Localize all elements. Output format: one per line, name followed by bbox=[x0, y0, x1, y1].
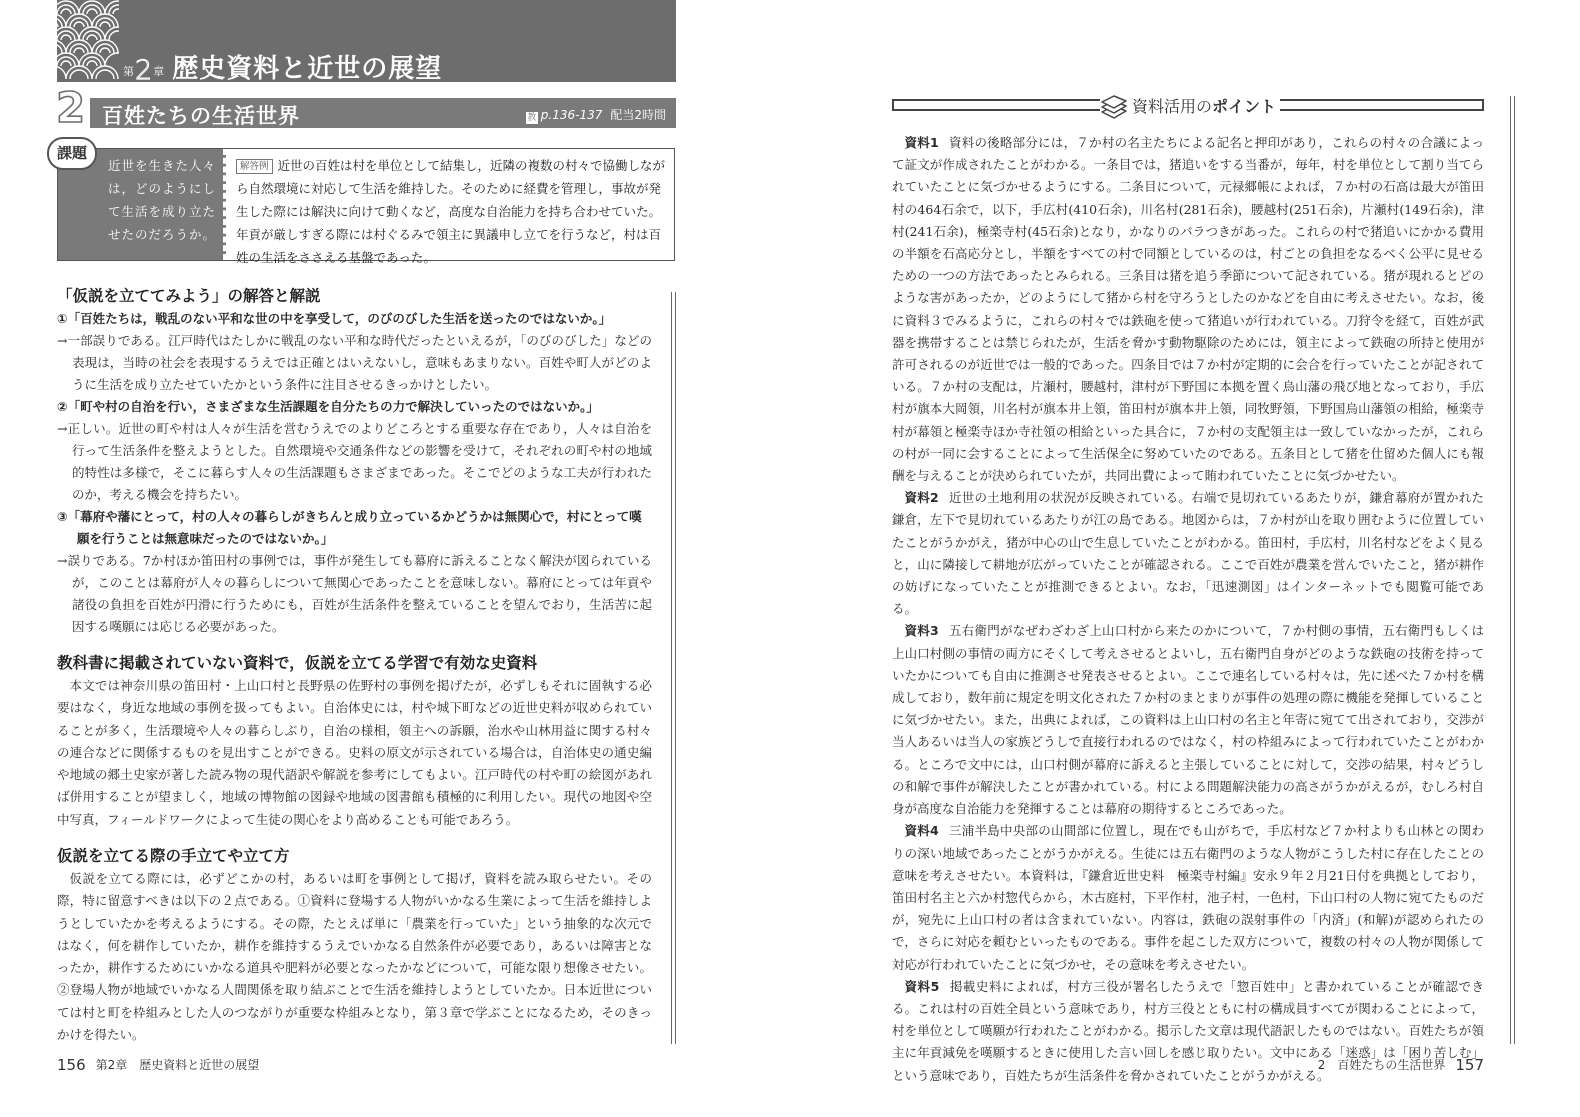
materials-heading: 教科書に掲載されていない資料で，仮説を立てる学習で有効な史資料 bbox=[57, 654, 538, 672]
material-note-4 bbox=[892, 820, 1484, 975]
material-text-2: 近世の土地利用の状況が反映されている。右端で見切れているあたりが，鎌倉幕府が置かれた鎌倉，左下で見切れているあたりが江の島である。地図からは，７か村が山を取り囲むように位置していたことがうかがえ，猪が中心の山で生息していたことがわかる。笛田村，手広村，川名村などをよく見ると，山に隣接して耕地が広がっていたことが確認される。ここで百姓が農業を営んでいたこと，猪が耕作の妨げになっていたことが推測できるとよい。なお，「迅速測図」はインターネットでも閲覧可能である。 bbox=[892, 490, 1484, 617]
hypothesis-question-1: ①「百姓たちは，戦乱のない平和な世の中を享受して，のびのびした生活を送ったのではないか。」 bbox=[57, 311, 612, 326]
textbook-page-range: p.136-137 bbox=[540, 108, 603, 122]
hypothesis-heading: 「仮説を立ててみよう」の解答と解説 bbox=[57, 287, 321, 305]
stacked-papers-icon bbox=[1100, 93, 1128, 121]
hypothesis-answer-2: →正しい。近世の町や村は人々が生活を営むうえでのよりどころとする重要な存在であり，人々は自治を行って生活条件を整えようとした。自然環境や交通条件などの影響を受けて，それぞれの町や村の地域的特性は多様で，そこに暮らす人々の生活課題もさまざまであった。そこでどのような工夫が行われたのか，考える機会を持ちたい。 bbox=[57, 421, 652, 502]
task-question: 近世を生きた人々は，どのようにして生活を成り立たせたのだろうか。 bbox=[108, 158, 217, 242]
section-title: 百姓たちの生活世界 bbox=[102, 104, 300, 128]
hypothesis-answers bbox=[57, 308, 652, 638]
materials-body bbox=[57, 675, 652, 831]
chapter-number: 2 bbox=[135, 55, 153, 82]
section-bar bbox=[90, 98, 676, 128]
method-body bbox=[57, 868, 652, 1046]
material-label-2: 資料2 bbox=[904, 490, 939, 506]
right-page-number: 157 bbox=[1455, 1056, 1484, 1074]
material-label-3: 資料3 bbox=[904, 623, 939, 639]
materials-paragraph: 本文では神奈川県の笛田村・上山口村と長野県の佐野村の事例を掲げたが，必ずしもそれに固執する必要はなく，身近な地域の事例を扱ってもよい。自治体史には，村や城下町などの近世史料が収められていることが多く，生活環境や人々の暮らしぶり，自治の様相，領主への訴願，治水や山林用益に関する村々の連合などに関係するものを見出すことができる。史料の原文が示されている場合は，自治体史の通史編や地域の郷土史家が著した読み物の現代語訳や解説を参考にしてもよい。江戸時代の村や町の絵図があれば併用することが望ましく，地域の博物館の図録や地域の図書館も積極的に利用したい。現代の地図や空中写真，フィールドワークによって生徒の関心をより高めることも可能であろう。 bbox=[57, 678, 652, 827]
left-column-rule bbox=[671, 292, 676, 1044]
hypothesis-answer-1: →一部誤りである。江戸時代はたしかに戦乱のない平和な時代だったといえるが，「のびのびした」などの表現は，当時の社会を表現するうえでは正確とはいえないし，意味もあまりない。百姓や町人がどのように生活を成り立たせていたかという条件に注目させるきっかけとしたい。 bbox=[57, 333, 652, 392]
material-label-4: 資料4 bbox=[904, 823, 939, 839]
chapter-banner bbox=[57, 0, 676, 82]
heading-frame-right bbox=[1274, 99, 1484, 111]
left-page-number: 156 bbox=[57, 1056, 86, 1074]
task-answer bbox=[236, 154, 666, 269]
point-title bbox=[1100, 95, 1280, 119]
seigaiha-wave-pattern-icon bbox=[57, 0, 119, 82]
point-heading bbox=[892, 95, 1484, 119]
material-note-3 bbox=[892, 620, 1484, 820]
material-note-2 bbox=[892, 487, 1484, 620]
hypothesis-question-2: ②「町や村の自治を行い，さまざまな生活課題を自分たちの力で解決していったのではないか。」 bbox=[57, 399, 599, 414]
material-note-1 bbox=[892, 132, 1484, 487]
chapter-heading bbox=[123, 48, 442, 82]
answer-example-tag: 解答例 bbox=[236, 159, 273, 174]
right-footer bbox=[1318, 1056, 1484, 1074]
task-box bbox=[57, 148, 675, 265]
left-running-head: 第2章 歴史資料と近世の展望 bbox=[95, 1058, 260, 1072]
material-text-5: 掲載史料によれば，村方三役が署名したうえで「惣百姓中」と書かれていることが確認できる。これは村の百姓全員という意味であり，村方三役とともに村の構成員すべてが関わることによって，村を単位として嘆願が行われたことがわかる。掲示した文章は現代語訳したものではない。百姓たちが領主に年貢減免を嘆願するときに使用した言い回しを感じ取りたい。文中にある「迷惑」は「困り苦しむ」という意味であり，百姓たちが生活条件を脅かされていたことがうかがえる。 bbox=[892, 978, 1484, 1083]
material-text-1: 資料の後略部分には，７か村の名主たちによる記名と押印があり，これらの村々の合議によって証文が作成されたことがわかる。一条目では，猪追いをする当番が，毎年，村を単位として割り当てられていたことに気づかせるようにする。二条目について，元禄郷帳によれば，７か村の石高は最大が笛田村の464石余で，以下，手広村(410石余)，川名村(281石余)，腰越村(251石余)，片瀬村(149石余)，津村(241石余)，極楽寺村(45石余)となり，かなりのバラつきがあった。これらの村で猪追いにかかる費用の半額を石高応分とし，半額をすべての村で同額としているのは，村ごとの負担をなるべく公平に見せるための一つの方法であったとみられる。三条目は猪を追う季節について記されている。猪が現れるとどのような害があったか，どのようにして猪から村を守ろうとしたのかなどを自由に考えさせたい。なお，後に資料３でみるように，これらの村々では鉄砲を使って猪追いが行われている。刀狩令を経て，百姓が武器を携帯することは禁じられたが，生活を脅かす動物駆除のためには，領主によって鉄砲の所持と使用が許可されるのが近世では一般的であった。四条目では７か村が定期的に会合を行っていたことが記されている。７か村の支配は，片瀬村，腰越村，津村が下野国に本拠を置く烏山藩の飛び地となっており，手広村が旗本大岡領，川名村が旗本井上領，笛田村が旗本井上領，同牧野領，下野国烏山藩領の相給，極楽寺村が幕領と極楽寺ほか寺社領の相給といった具合に，７か村の支配領主は一致していなかったが，これらの村が一同に会することによって生活保全に努めていたのである。五条目として猪を仕留めた個人にも報酬を与えることが決められていたが，共同出費によって賄われていたことに気づかせたい。 bbox=[892, 135, 1484, 484]
chapter-title: 歴史資料と近世の展望 bbox=[172, 54, 443, 82]
chapter-prefix: 第 bbox=[123, 65, 134, 78]
task-badge: 課題 bbox=[47, 137, 97, 170]
material-text-3: 五右衛門がなぜわざわざ上山口村から来たのかについて，７か村側の事情，五右衛門もしくは上山口村側の事情の両方にそくして考えさせるとよいし，五右衛門自身がどのような鉄砲の技術を持っていたかについても自由に推測させ発表させるとよい。ここで連名している村々は，先に述べた７か村を構成しており，数年前に規定を明文化された７か村のまとまりが事件の処理の際に機能を発揮していることに気づかせたい。また，出典によれば，この資料は上山口村の名主と年寄に宛てて出されており，交渉が当人あるいは当人の家族どうしで直接行われるのではなく，村の枠組みによって行われていたことがわかる。ところで文中には，山口村側が幕府に訴えると主張していることに対して，交渉の結果，村々どうしの和解で事件が解決したことが書かれている。村による問題解決能力の高さがうかがえるが，むしろ村自身が高度な自治能力を発揮することは幕府の期待するところであった。 bbox=[892, 623, 1484, 817]
method-paragraph: 仮説を立てる際には，必ずどこかの村，あるいは町を事例として掲げ，資料を読み取らせたい。その際，特に留意すべきは以下の２点である。①資料に登場する人物がいかなる生業によって生活を維持しようとしていたかを考えるようにする。その際，たとえば単に「農業を行っていた」という抽象的な次元ではなく，何を耕作していたか，耕作を維持するうえでいかなる自然条件が必要であり，あるいは障害となったか，耕作するためにいかなる道具や肥料が必要となったかなどについて，可能な限り想像させたい。②登場人物が地域でいかなる人間関係を取り結ぶことで生活を維持しようとしていたか。日本近世については村と町を枠組みとした人のつながりが重要な枠組みとなり，第３章で学ぶことになるため，そのきっかけを得たい。 bbox=[57, 871, 652, 1043]
right-running-head: 2 百姓たちの生活世界 bbox=[1317, 1058, 1446, 1072]
heading-frame-left bbox=[892, 99, 1106, 111]
point-title-bold: ポイント bbox=[1212, 97, 1277, 116]
hypothesis-answer-3: →誤りである。7か村ほか笛田村の事例では，事件が発生しても幕府に訴えることなく解決が図られているが，このことは幕府が人々の暮らしについて無関心であったことを意味しない。幕府にとっては年貢や諸役の負担を百姓が円滑に行うためにも，百姓が生活条件を整えていることを望んでおり，生活苦に起因する嘆願には応じる必要があった。 bbox=[57, 553, 652, 634]
section-number: 2 bbox=[56, 83, 86, 132]
hypothesis-question-3: ③「幕府や藩にとって，村の人々の暮らしがきちんと成り立っているかどうかは無関心で，村にとって嘆願を行うことは無意味だったのではないか。」 bbox=[57, 509, 642, 546]
chapter-suffix: 章 bbox=[153, 65, 165, 78]
material-text-4: 三浦半島中央部の山間部に位置し，現在でも山がちで，手広村など７か村よりも山林との関わりの深い地域であったことがうかがえる。生徒には五右衛門のような人物がこうした村に存在したことの意味を考えさせたい。本資料は，『鎌倉近世史料 極楽寺村編』安永９年２月21日付を典拠としており，笛田村名主と六か村惣代らから，木古庭村，下平作村，池子村，一色村，下山口村の人物に宛てたものだが，宛先に上山口村の者は含まれていない。内容は，鉄砲の誤射事件の「内済」(和解)が認められたので，さらに対応を頼むといったものである。事件を起こした双方について，複数の村々の人物が関係して対応が行われていたことに気づかせ，その意味を考えさせたい。 bbox=[892, 823, 1484, 972]
point-title-regular: 資料活用の bbox=[1132, 97, 1213, 116]
allotted-hours: 配当2時間 bbox=[610, 108, 666, 122]
task-answer-text: 近世の百姓は村を単位として結集し，近隣の複数の村々で協働しながら自然環境に対応して生活を維持した。そのために経費を管理し，事故が発生した際には解決に向けて動くなど，高度な自治能力を持ち合わせていた。年貢が厳しすぎる際には村ぐるみで領主に異議申し立てを行うなど，村は百姓の生活をささえる基盤であった。 bbox=[236, 158, 666, 265]
left-footer bbox=[57, 1056, 259, 1074]
material-label-5: 資料5 bbox=[904, 978, 940, 994]
method-heading: 仮説を立てる際の手立てや立て方 bbox=[57, 847, 290, 865]
material-label-1: 資料1 bbox=[904, 135, 939, 150]
textbook-icon: 教 bbox=[527, 113, 537, 123]
right-column-rule bbox=[1510, 96, 1515, 1044]
material-notes bbox=[892, 132, 1484, 1087]
section-meta bbox=[526, 106, 666, 124]
